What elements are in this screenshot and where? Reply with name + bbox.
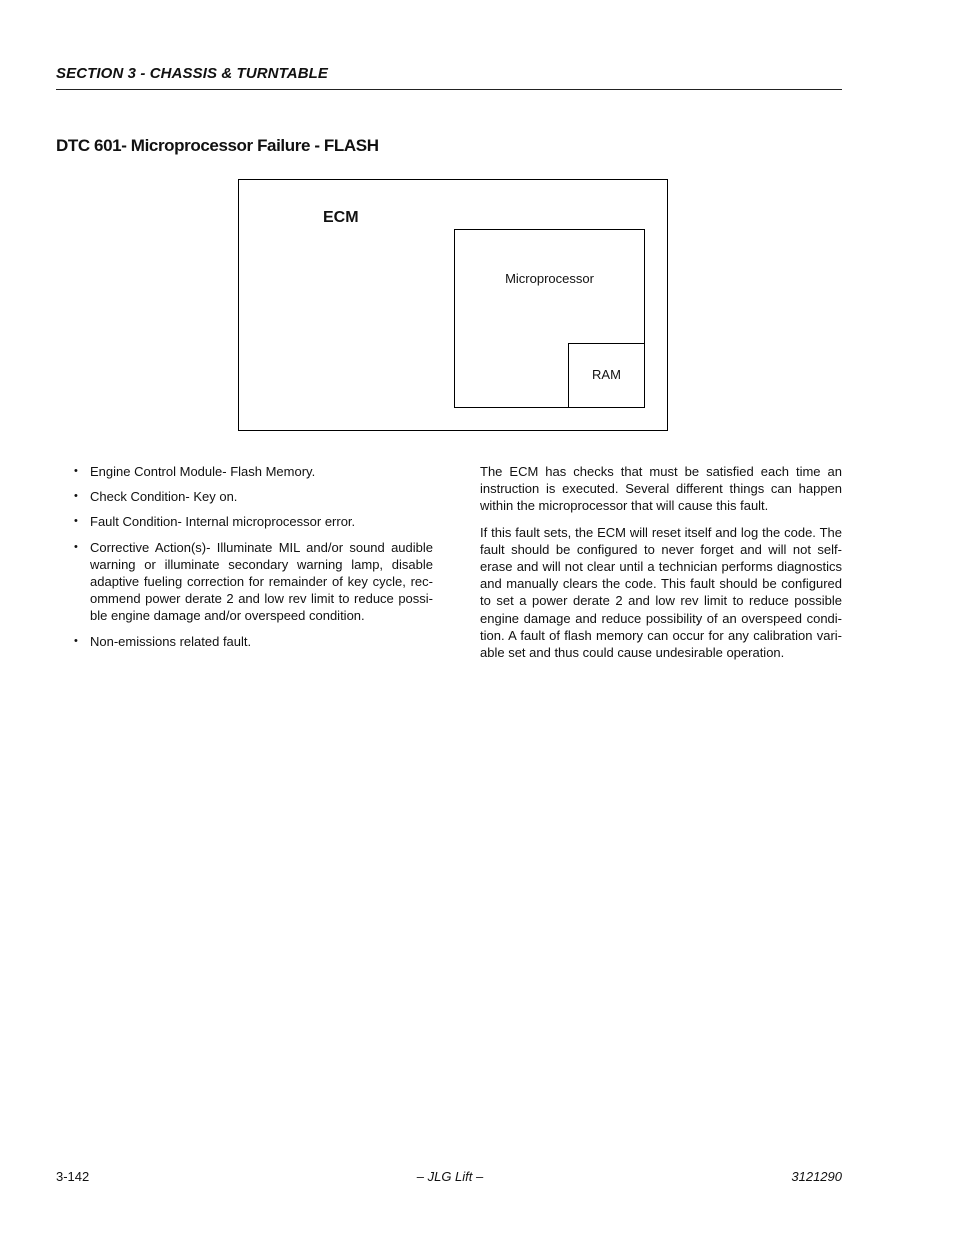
bullet-icon: • (74, 634, 78, 647)
ecm-diagram (238, 179, 668, 431)
page-number: 3-142 (56, 1169, 90, 1184)
bullet-icon: • (74, 465, 78, 477)
bullet-icon: • (74, 515, 78, 528)
ram-box (568, 343, 645, 408)
list-item-text: Non-emissions related fault. (90, 633, 252, 649)
description-column (480, 463, 842, 670)
footer-brand: – JLG Lift – (416, 1169, 484, 1184)
list-item-text: Corrective Action(s)- Illuminate MIL and/or sound audible warning or illuminate secondary warning lamp, disable adaptive fueling correction for remainder of key cycle, rec-ommend power derate 2 and low rev limit to reduce possi-ble engine damage and/or overspeed condition. (90, 539, 433, 624)
list-item-text: Engine Control Module- Flash Memory. (90, 464, 316, 479)
description-paragraph: If this fault sets, the ECM will reset itself and log the code. The fault should be configured to never forget and will not self-erase and will not clear until a technician performs diagnostics and manually clears the code. This fault should be configured to set a power derate 2 and low rev limit to reduce possible engine damage and reduce possibility of an overspeed condi-tion. A fault of flash memory can occur for any calibration vari-able set and thus could cause undesirable operation. (480, 524, 842, 661)
ecm-label: ECM (323, 209, 359, 226)
list-item (74, 488, 433, 505)
list-item (74, 463, 433, 480)
bullet-icon: • (74, 540, 78, 553)
list-item (74, 513, 433, 530)
section-header: SECTION 3 - CHASSIS & TURNTABLE (56, 65, 329, 82)
list-item (74, 633, 433, 650)
microprocessor-box (454, 229, 645, 408)
description-paragraph: The ECM has checks that must be satisfied each time an instruction is executed. Several different things can happen within the microprocessor that will cause this fault. (480, 464, 842, 514)
bullet-icon: • (74, 490, 78, 503)
list-item-text: Fault Condition- Internal microprocessor error. (90, 514, 356, 530)
microprocessor-label: Microprocessor (505, 271, 594, 286)
document-number: 3121290 (791, 1169, 842, 1184)
ram-label: RAM (592, 367, 621, 382)
header-divider (56, 89, 842, 90)
list-item-text: Check Condition- Key on. (90, 489, 238, 505)
list-item (74, 539, 433, 625)
fault-details-list (74, 463, 433, 658)
page-title: DTC 601- Microprocessor Failure - FLASH (56, 136, 379, 155)
